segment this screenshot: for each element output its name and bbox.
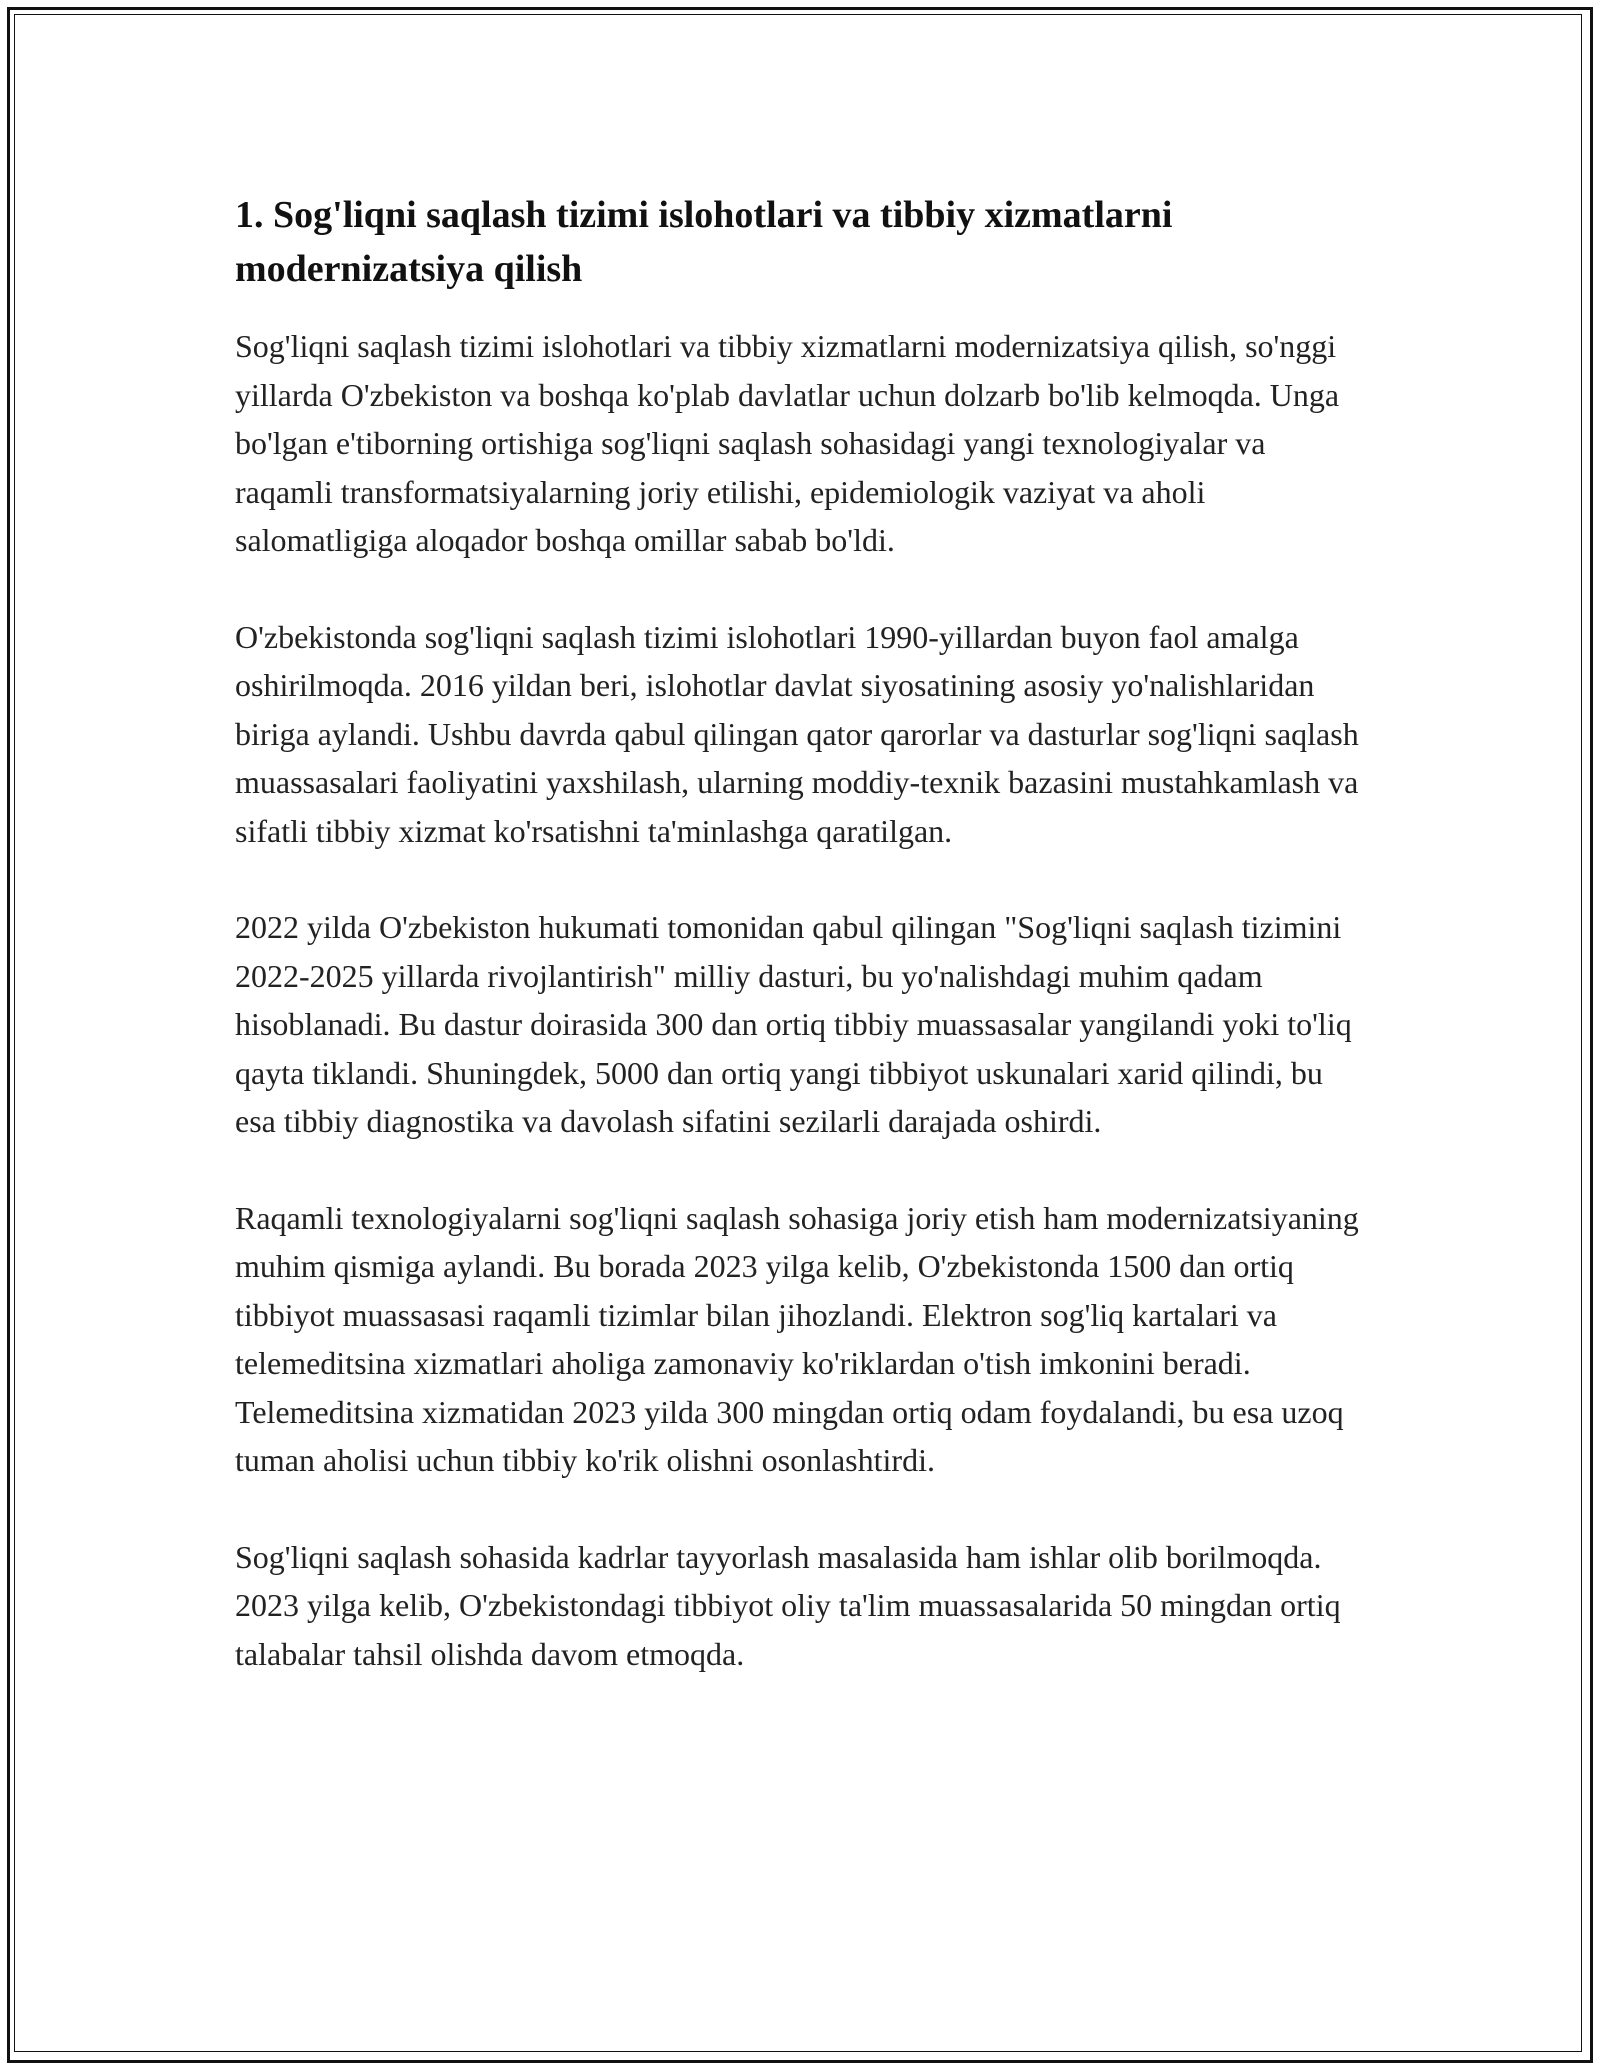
- paragraph-digital-technologies: Raqamli texnologiyalarni sog'liqni saqlash sohasiga joriy etish ham modernizatsiyaning muhim qismiga aylandi. Bu borada 2023 yilga kelib, O'zbekistonda 1500 dan ortiq tibbiyot muassasasi raqamli tizimlar bilan jihozlandi. Elektron sog'liq kartalari va telemeditsina xizmatlari aholiga zamonaviy ko'riklardan o'tish imkonini beradi. Telemeditsina xizmatidan 2023 yilda 300 mingdan ortiq odam foydalandi, bu esa uzoq tuman aholisi uchun tibbiy ko'rik olishni osonlashtirdi.: [235, 1199, 1359, 1478]
- paragraph-intro: Sog'liqni saqlash tizimi islohotlari va tibbiy xizmatlarni modernizatsiya qilish, so'nggi yillarda O'zbekiston va boshqa ko'plab davlatlar uchun dolzarb bo'lib kelmoqda. Unga bo'lgan e'tiborning ortishiga sog'liqni saqlash sohasidagi yangi texnologiyalar va raqamli transformatsiyalarning joriy etilishi, epidemiologik vaziyat va aholi salomatligiga aloqador boshqa omillar sabab bo'ldi.: [235, 328, 1340, 558]
- paragraph-staff-training: Sog'liqni saqlash sohasida kadrlar tayyorlash masalasida ham ishlar olib borilmoqda. 2023 yilga kelib, O'zbekistondagi tibbiyot oliy ta'lim muassasalarida 50 mingdan ortiq talabalar tahsil olishda davom etmoqda.: [235, 1538, 1341, 1672]
- document-body: [235, 188, 1370, 1726]
- section-heading: 1. Sog'liqni saqlash tizimi islohotlari va tibbiy xizmatlarni modernizatsiya qilish: [235, 194, 1173, 290]
- paragraph-reforms-history: O'zbekistonda sog'liqni saqlash tizimi islohotlari 1990-yillardan buyon faol amalga oshirilmoqda. 2016 yildan beri, islohotlar davlat siyosatining asosiy yo'nalishlaridan biriga aylandi. Ushbu davrda qabul qilingan qator qarorlar va dasturlar sog'liqni saqlash muassasalari faoliyatini yaxshilash, ularning moddiy-texnik bazasini mustahkamlash va sifatli tibbiy xizmat ko'rsatishni ta'minlashga qaratilgan.: [235, 618, 1359, 849]
- paragraph-national-program: 2022 yilda O'zbekiston hukumati tomonidan qabul qilingan "Sog'liqni saqlash tizimini 2022-2025 yillarda rivojlantirish" milliy dasturi, bu yo'nalishdagi muhim qadam hisoblanadi. Bu dastur doirasida 300 dan ortiq tibbiy muassasalar yangilandi yoki to'liq qayta tiklandi. Shuningdek, 5000 dan ortiq yangi tibbiyot uskunalari xarid qilindi, bu esa tibbiy diagnostika va davolash sifatini sezilarli darajada oshirdi.: [235, 909, 1352, 1139]
